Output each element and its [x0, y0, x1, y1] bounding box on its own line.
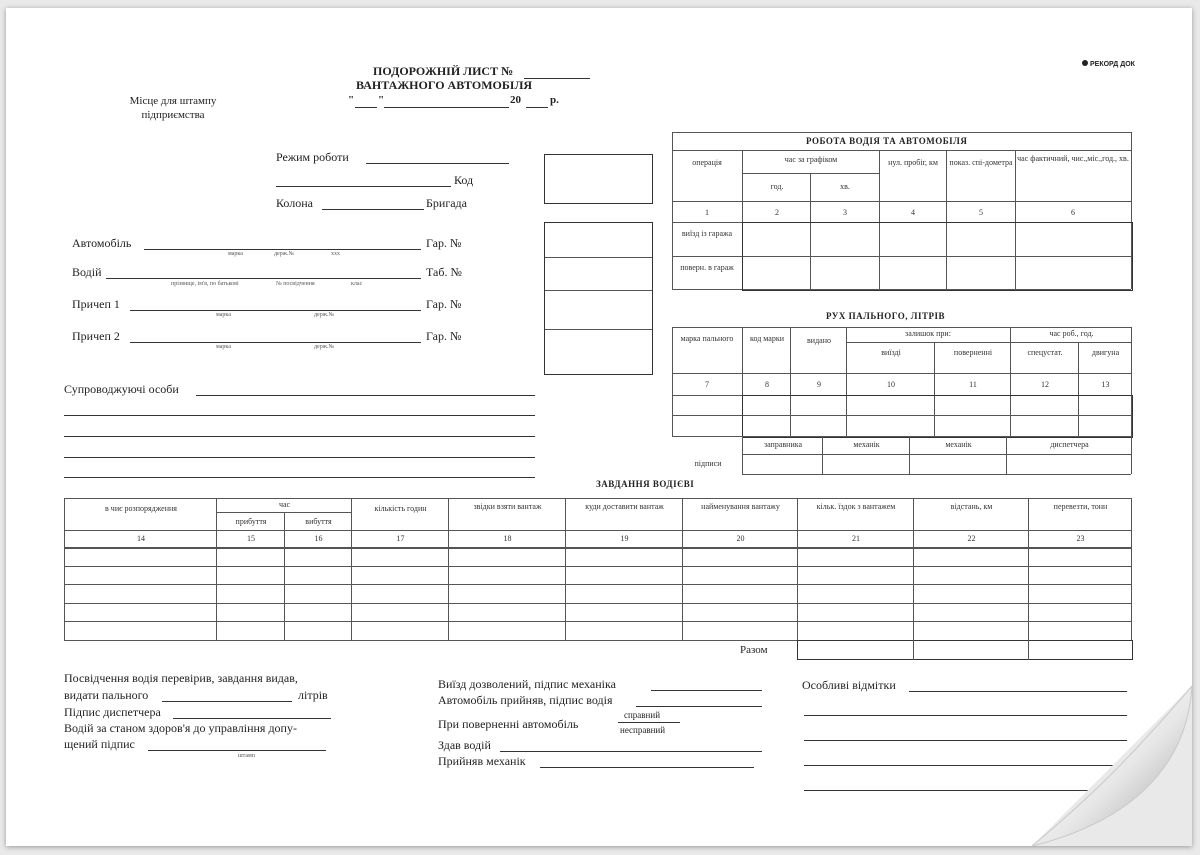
work-mode-label: Режим роботи: [276, 150, 349, 164]
escort-line-5[interactable]: [64, 477, 535, 478]
driver-label: Водій: [72, 265, 102, 279]
code-field[interactable]: [276, 186, 451, 187]
total-label: Разом: [740, 644, 768, 656]
col-disposal: в чиє розпорядження: [105, 504, 177, 513]
num-4: 4: [911, 208, 915, 217]
stamp-place: Місце для штампу підприємства: [129, 95, 217, 121]
escort-field[interactable]: [196, 395, 535, 396]
col-issued: видано: [807, 336, 831, 345]
trailer2-field[interactable]: [130, 342, 421, 343]
escort-line-4[interactable]: [64, 457, 535, 458]
dispatcher-sign-field[interactable]: [173, 718, 331, 719]
exit-allowed-label: Виїзд дозволений, підпис механіка: [438, 677, 616, 691]
handed-by-driver-field[interactable]: [500, 751, 762, 752]
accepted-by-mechanic-label: Прийняв механік: [438, 754, 526, 768]
brand-text: РЕКОРД ДОК: [1090, 61, 1135, 68]
num-10: 10: [887, 380, 895, 389]
vehicle-sub-plate: держ.№: [274, 251, 295, 257]
stamp-box: [544, 154, 653, 204]
driver-sub-license: № посвідчення: [276, 281, 315, 287]
date-year-field[interactable]: [526, 107, 548, 108]
vehicle-sub-aux: ххх: [331, 251, 340, 257]
date-month-field[interactable]: [384, 107, 509, 108]
fuel-issue-unit: літрів: [298, 688, 328, 702]
num-11: 11: [969, 380, 977, 389]
col-fuel-brand: марка пального: [680, 334, 734, 343]
date-day-field[interactable]: [355, 107, 377, 108]
num-22: 22: [967, 534, 976, 543]
date-close-quote: ": [378, 94, 385, 106]
col-min: хв.: [840, 182, 850, 191]
license-checked: Посвідчення водія перевірив, завдання видав,: [64, 671, 298, 685]
driver-sub-name: прізвище, ім'я, по батькові: [171, 281, 239, 287]
page-title: ПОДОРОЖНІЙ ЛИСТ №: [373, 64, 514, 78]
col-tons: перевезти, тонн: [1053, 502, 1108, 511]
handed-by-driver-label: Здав водій: [438, 738, 491, 752]
num-3: 3: [843, 208, 847, 217]
num-7: 7: [705, 380, 709, 389]
health-check-line2: щений підпис: [64, 737, 135, 751]
trailer1-label: Причеп 1: [72, 297, 120, 311]
num-8: 8: [765, 380, 769, 389]
col-time: час: [278, 500, 291, 509]
on-return-label: При поверненні автомобіль: [438, 717, 579, 731]
sign-mechanic-2: механік: [945, 440, 972, 449]
num-21: 21: [852, 534, 860, 543]
vehicle-garage-label: Гар. №: [426, 236, 462, 250]
sign-dispatcher: диспетчера: [1050, 440, 1089, 449]
col-zero-run: нул. пробіг, км: [888, 158, 938, 167]
driver-field[interactable]: [106, 278, 421, 279]
code-label: Код: [454, 173, 474, 187]
signatures-label: підписи: [694, 459, 722, 468]
option-serviceable[interactable]: справний: [624, 710, 661, 720]
col-schedule: час за графіком: [784, 155, 838, 164]
col-departure: вибуття: [305, 517, 332, 526]
brigade-label: Бригада: [426, 196, 467, 210]
row-leave-garage: виїзд із гаража: [681, 229, 733, 238]
brand-logo: [1082, 60, 1135, 68]
column-label: Колона: [276, 196, 313, 210]
num-5: 5: [979, 208, 983, 217]
trailer1-sub-plate: держ.№: [314, 312, 335, 318]
task-table-title: ЗАВДАННЯ ВОДІЄВІ: [596, 479, 695, 489]
trailer2-garage-label: Гар. №: [426, 329, 462, 343]
vehicle-accepted-label: Автомобіль прийняв, підпис водія: [438, 693, 613, 707]
trailer2-sub-plate: держ.№: [314, 344, 335, 350]
col-remainder: залишок при:: [905, 329, 951, 338]
trailer1-sub-brand: марка: [216, 312, 231, 318]
trailer2-label: Причеп 2: [72, 329, 120, 343]
exit-allowed-field[interactable]: [651, 690, 762, 691]
accepted-by-mechanic-field[interactable]: [540, 767, 754, 768]
col-actual-time: час фактичний, чис.,міс.,год., хв.: [1017, 154, 1129, 163]
fuel-table-title: РУХ ПАЛЬНОГО, ЛІТРІВ: [826, 311, 946, 321]
col-distance: відстань, км: [950, 502, 993, 511]
page-subtitle: ВАНТАЖНОГО АВТОМОБІЛЯ: [356, 78, 533, 92]
num-1: 1: [705, 208, 709, 217]
col-operation: операція: [692, 158, 722, 167]
num-20: 20: [736, 534, 745, 543]
vehicle-sub-brand: марка: [228, 251, 243, 257]
fuel-issue-field[interactable]: [162, 701, 292, 702]
vehicle-field[interactable]: [144, 249, 421, 250]
col-cargo-name: найменування вантажу: [701, 502, 780, 511]
work-table-title: РОБОТА ВОДІЯ ТА АВТОМОБІЛЯ: [806, 136, 968, 146]
num-12: 12: [1041, 380, 1049, 389]
trailer2-sub-brand: марка: [216, 344, 231, 350]
fuel-issue-label: видати пального: [64, 688, 149, 702]
col-to: куди доставити вантаж: [585, 502, 664, 511]
driver-tab-label: Таб. №: [426, 265, 462, 279]
dispatcher-sign-label: Підпис диспетчера: [64, 705, 161, 719]
col-speedometer: показ. спі-дометра: [949, 158, 1013, 167]
date-open-quote: ": [348, 94, 355, 106]
trailer1-garage-label: Гар. №: [426, 297, 462, 311]
health-sign-field[interactable]: [148, 750, 326, 751]
num-14: 14: [137, 534, 145, 543]
option-faulty[interactable]: несправний: [620, 725, 666, 735]
escort-line-2[interactable]: [64, 415, 535, 416]
column-field[interactable]: [322, 209, 424, 210]
col-work-time: час роб., год.: [1049, 329, 1094, 338]
col-brand-code: код марки: [749, 334, 785, 343]
vehicle-accepted-field[interactable]: [636, 706, 762, 707]
num-2: 2: [775, 208, 779, 217]
col-hours-count: кількість годин: [374, 504, 427, 513]
brand-icon: [1082, 60, 1088, 66]
num-9: 9: [817, 380, 821, 389]
vehicle-label: Автомобіль: [72, 236, 132, 250]
col-on-leave: виїзді: [881, 348, 901, 357]
num-23: 23: [1076, 534, 1085, 543]
special-notes-label: Особливі відмітки: [802, 678, 896, 692]
waybill-number-field[interactable]: [524, 78, 590, 79]
num-15: 15: [247, 534, 255, 543]
stamp-sublabel: штамп: [238, 753, 255, 759]
num-13: 13: [1101, 380, 1110, 389]
num-17: 17: [396, 534, 405, 543]
row-return-garage: поверн. в гараж: [680, 263, 734, 272]
col-trips: кільк. їздок з вантажем: [816, 502, 896, 511]
col-engine: двигуна: [1091, 348, 1120, 357]
num-6: 6: [1071, 208, 1075, 217]
stamp-box-grid: [544, 222, 653, 375]
col-from: звідки взяти вантаж: [473, 502, 542, 511]
num-18: 18: [503, 534, 512, 543]
sign-mechanic-1: механік: [853, 440, 880, 449]
escort-label: Супроводжуючі особи: [64, 382, 179, 396]
date-year-prefix: 20: [510, 94, 521, 106]
health-check-line1: Водій за станом здоров'я до управління допу-: [64, 721, 297, 735]
work-mode-field[interactable]: [366, 163, 509, 164]
escort-line-3[interactable]: [64, 436, 535, 437]
col-special-equipment: спецустат.: [1027, 348, 1063, 357]
num-19: 19: [620, 534, 629, 543]
col-on-return: поверненні: [953, 348, 993, 357]
page-curl-icon: [982, 646, 1192, 846]
trailer1-field[interactable]: [130, 310, 421, 311]
sign-refueler: заправника: [763, 440, 803, 449]
date-year-suffix: р.: [550, 94, 559, 106]
waybill-sheet: [6, 8, 1192, 846]
col-hour: год.: [770, 182, 784, 191]
num-16: 16: [314, 534, 323, 543]
col-arrival: прибуття: [235, 517, 267, 526]
driver-sub-class: клас: [351, 281, 363, 287]
